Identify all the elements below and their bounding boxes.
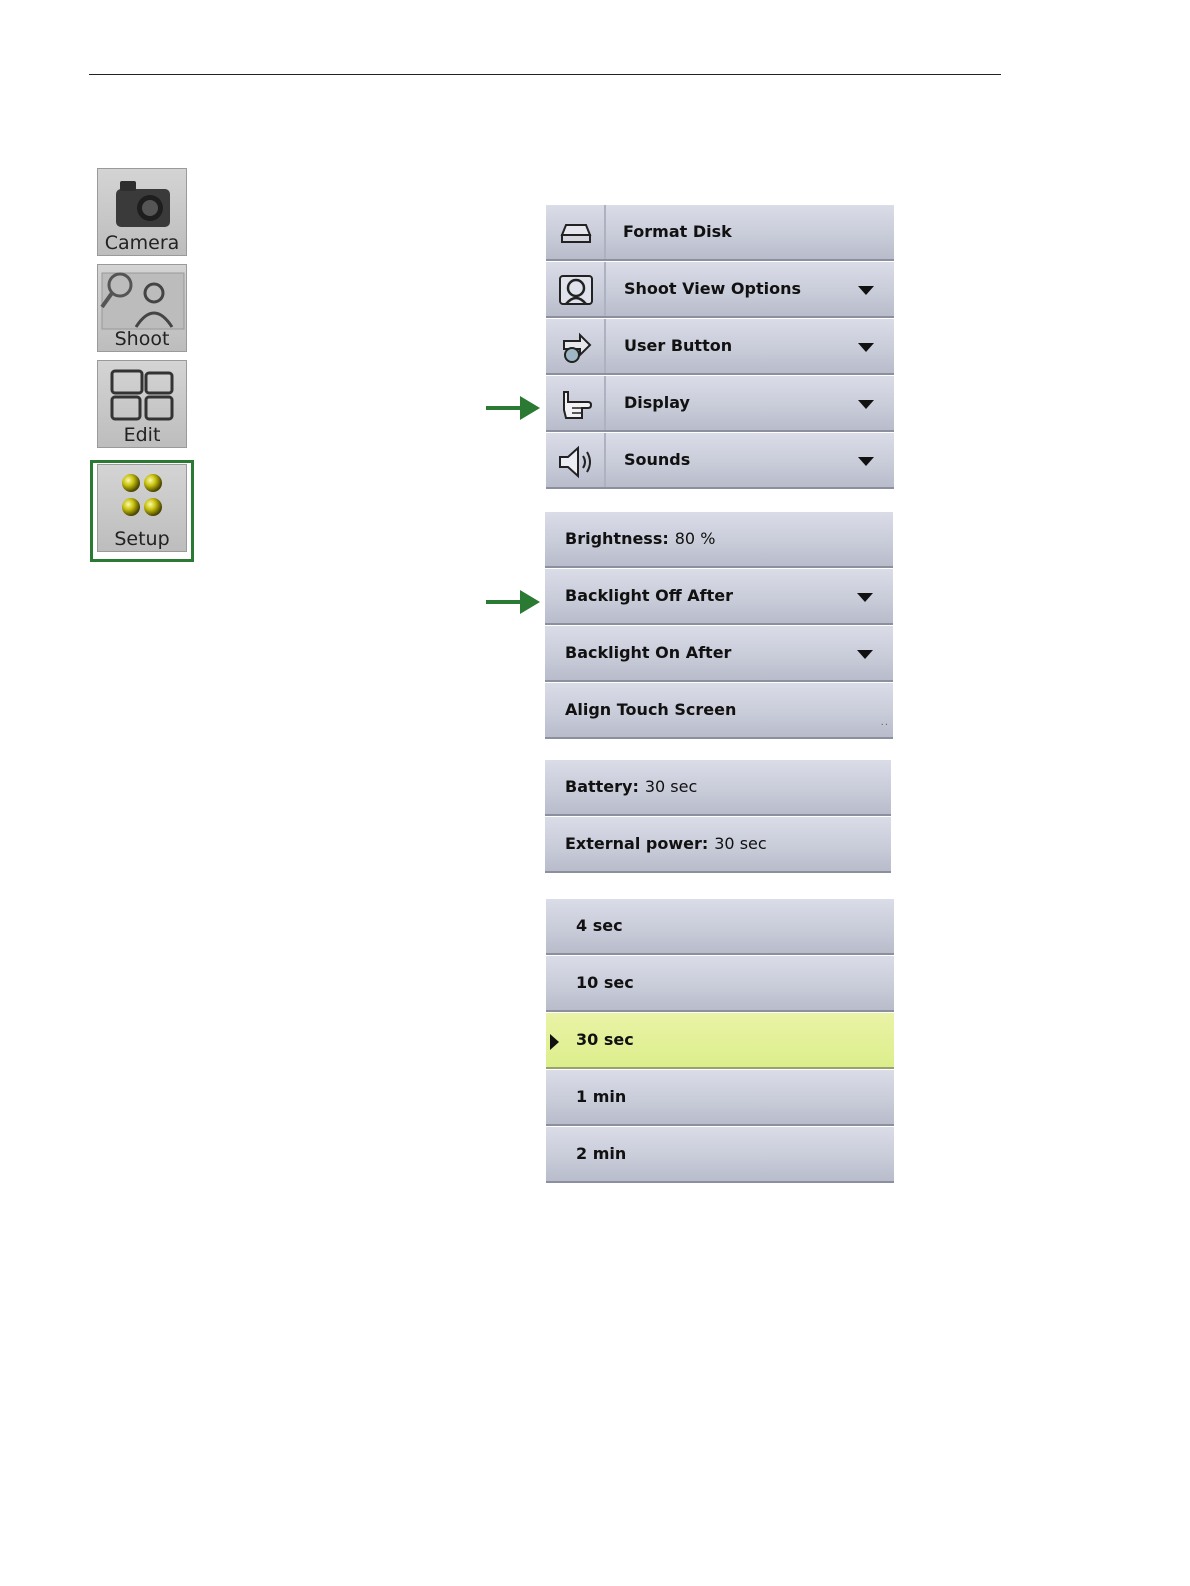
camera-mode-label: Camera	[104, 232, 180, 254]
edit-icon	[98, 365, 186, 427]
setup-mode-label: Setup	[114, 528, 170, 550]
option-4-sec[interactable]	[546, 899, 894, 955]
selected-marker-icon	[550, 1034, 559, 1050]
dropdown-icon	[857, 593, 873, 602]
edit-mode-button[interactable]	[97, 360, 187, 448]
align-touch-screen-label: Align Touch Screen	[565, 700, 737, 719]
external-power-label: External power:	[565, 834, 709, 853]
disk-icon	[558, 217, 594, 247]
backlight-on-after-row[interactable]	[545, 626, 893, 682]
camera-icon	[98, 173, 186, 235]
brightness-value: 80 %	[674, 529, 716, 548]
setup-icon	[98, 469, 186, 531]
backlight-on-label: Backlight On After	[565, 643, 732, 662]
dropdown-icon	[858, 343, 874, 352]
battery-value: 30 sec	[644, 777, 698, 796]
backlight-off-menu	[545, 760, 891, 874]
external-power-timeout-row[interactable]	[545, 817, 891, 873]
brightness-label: Brightness:	[565, 529, 669, 548]
option-label: 30 sec	[576, 1030, 634, 1049]
shoot-view-icon	[558, 274, 594, 306]
backlight-off-label: Backlight Off After	[565, 586, 734, 605]
external-power-value: 30 sec	[714, 834, 767, 853]
arrow-display-icon	[486, 394, 542, 422]
menu-item-format-disk[interactable]	[546, 205, 894, 261]
dropdown-icon	[858, 400, 874, 409]
menu-item-label: User Button	[624, 336, 733, 355]
setup-menu	[546, 205, 894, 492]
align-touch-screen-row[interactable]	[545, 683, 893, 739]
arrow-backlight-off-icon	[486, 588, 542, 616]
option-1-min[interactable]	[546, 1070, 894, 1126]
option-2-min[interactable]	[546, 1127, 894, 1183]
option-30-sec[interactable]	[546, 1013, 894, 1069]
menu-item-display[interactable]	[546, 376, 894, 432]
shoot-mode-button[interactable]	[97, 264, 187, 352]
option-label: 4 sec	[576, 916, 623, 935]
top-rule	[89, 74, 1001, 75]
edit-mode-label: Edit	[123, 424, 161, 446]
display-menu	[545, 512, 893, 740]
dropdown-icon	[858, 286, 874, 295]
option-label: 1 min	[576, 1087, 627, 1106]
menu-item-label: Display	[624, 393, 690, 412]
menu-item-user-button[interactable]	[546, 319, 894, 375]
menu-item-label: Shoot View Options	[624, 279, 801, 298]
menu-item-label: Sounds	[624, 450, 691, 469]
setup-mode-button[interactable]	[97, 464, 187, 552]
dropdown-icon	[857, 650, 873, 659]
menu-item-shoot-view-options[interactable]	[546, 262, 894, 318]
battery-label: Battery:	[565, 777, 639, 796]
speaker-icon	[558, 445, 596, 479]
user-button-icon	[558, 331, 594, 363]
backlight-off-after-row[interactable]	[545, 569, 893, 625]
more-dots-icon: ··	[880, 720, 889, 731]
shoot-icon	[98, 269, 186, 331]
brightness-row[interactable]	[545, 512, 893, 568]
timeout-options-list	[546, 899, 894, 1184]
option-label: 2 min	[576, 1144, 627, 1163]
shoot-mode-label: Shoot	[114, 328, 170, 350]
option-10-sec[interactable]	[546, 956, 894, 1012]
option-label: 10 sec	[576, 973, 634, 992]
dropdown-icon	[858, 457, 874, 466]
battery-timeout-row[interactable]	[545, 760, 891, 816]
menu-item-label: Format Disk	[623, 222, 732, 241]
pointing-hand-icon	[558, 388, 594, 422]
camera-mode-button[interactable]	[97, 168, 187, 256]
menu-item-sounds[interactable]	[546, 433, 894, 489]
